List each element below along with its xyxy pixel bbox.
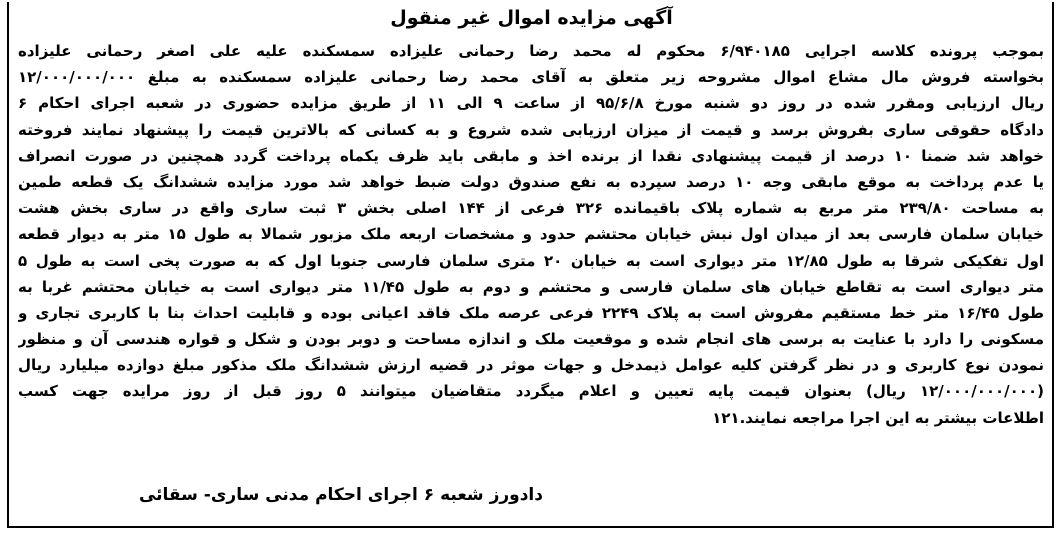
notice-line: مسکونی را دارد با عنایت به برسی های انجام شده و موقعیت ملک و اندازه مساحت و دوبر بودن و شکل و قواره هندسی آن و منظور (18, 330, 1044, 349)
notice-line: دادگاه حقوقی ساری بفروش برسد و قیمت از میزان ارزیابی شده شروع و به کسانی که بالاترین قیمت را پیشنهاد نمایند فروخته (18, 120, 1044, 139)
notice-line: اول تفکیکی شرقا به طول ۱۲/۸۵ متر دیواری است به خیابان ۲۰ متری سلمان فارسی جنوبا اول که به صورت پخی است به طول ۵ (18, 251, 1044, 270)
notice-title: آگهی مزایده اموال غیر منقول (390, 7, 673, 29)
notice-line: بخواسته فروش مال مشاع اموال مشروحه زیر متعلق به آقای محمد رضا رحمانی علیزاده سمسکنده به مبلغ ۱۲/۰۰۰/۰۰۰/۰۰۰ (18, 68, 1044, 87)
notice-line: طول ۱۶/۴۵ متر خط مستقیم مفروش است به پلاک ۲۲۴۹ فرعی عرصه ملک فاقد اعیانی بوده و قابلیت احداث بنا با کاربری تجاری و (18, 303, 1044, 322)
notice-line: یا عدم پرداخت به موقع مابقی وجه ۱۰ درصد سپرده به نفع صندوق دولت ضبط خواهد شد مورد مزایده ششدانگ یک قطعه طمین (18, 172, 1044, 191)
notice-line: نمودن نوع کاربری و در نظر گرفتن کلیه عوامل ذیمدخل و جهات موثر در قضیه ارزش ششدانگ ملک مذکور مبلغ دوازده میلیارد ریال (18, 356, 1044, 375)
notice-line: متر دیواری است به تقاطع خیابان های سلمان فارسی و محتشم و دوم به طول ۱۱/۴۵ متر دیواری است به خیابان محتشم غربا به (18, 277, 1044, 296)
notice-signature: دادورز شعبه ۶ اجرای احکام مدنی ساری- سقائی (138, 485, 543, 505)
notice-line: اطلاعات بیشتر به این اجرا مراجعه نمایند.۱۲۱ (712, 408, 1044, 427)
notice-line: خواهد شد ضمنا ۱۰ درصد از قیمت پیشنهادی نقدا از برنده اخذ و مابقی باید ظرف یکماه پرداخت گردد همچنین در صورت انصراف (18, 146, 1044, 165)
notice-body (18, 38, 1044, 431)
notice-line: ریال ارزیابی ومقرر شده در روز دو شنبه مورخ ۹۵/۶/۸ از ساعت ۹ الی ۱۱ از طریق مزایده حضوری در شعبه اجرای احکام ۶ (18, 94, 1044, 113)
notice-line: (۱۲/۰۰۰/۰۰۰/۰۰۰ ریال) بعنوان قیمت پایه تعیین و اعلام میگردد متقاضیان میتوانند ۵ روز قبل از روز مرایده جهت کسب (18, 382, 1044, 401)
notice-line: خیابان سلمان فارسی بعد از میدان اول نبش خیابان محتشم حدود و مشخصات اربعه ملک مزبور شمالا به طول ۱۵ متر به دیوار قطعه (18, 225, 1044, 244)
notice-line: به مساحت ۲۳۹/۸۰ متر مربع به شماره پلاک باقیمانده ۳۲۶ فرعی از ۱۴۴ اصلی بخش ۳ ثبت ساری واقع در ساری بخش هشت (18, 199, 1044, 218)
notice-line: بموجب پرونده کلاسه اجرایی ۶/۹۴۰۱۸۵ محکوم له محمد رضا رحمانی علیزاده سمسکنده علیه علی اصغر رحمانی علیزاده (18, 42, 1044, 60)
